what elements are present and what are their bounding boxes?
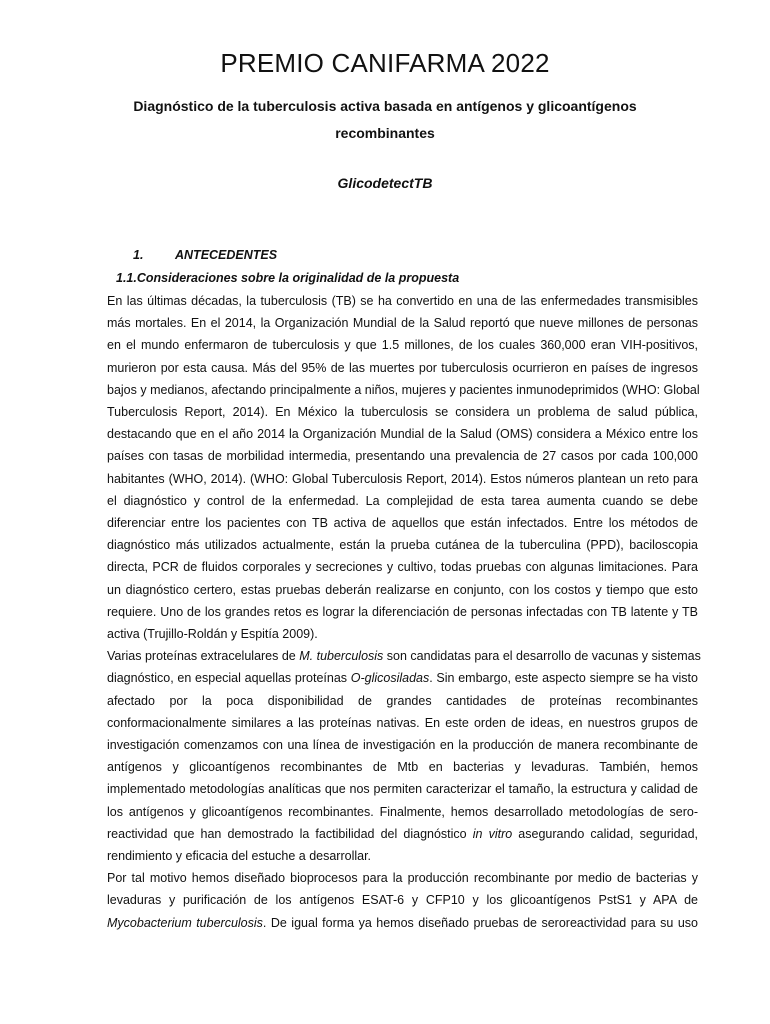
text-line: requiere. Uno de los grandes retos es lograr la diferenciación de personas infectadas con TB latente y TB — [107, 604, 698, 619]
document-subtitle: Diagnóstico de la tuberculosis activa basada en antígenos y glicoantígenos recombinantes — [133, 98, 637, 141]
text-line: Por tal motivo hemos diseñado bioprocesos para la producción recombinante por medio de bacterias y — [107, 871, 698, 886]
text-line: diferenciar entre los pacientes con TB activa de aquellos que están infectados. Entre los métodos de — [107, 516, 698, 531]
text-line: directa, PCR de fluidos corporales y secreciones y cultivo, todas pruebas con algunas limitaciones. Para — [107, 560, 698, 575]
text-line: bajos y medianos, afectando principalmente a niños, mujeres y pacientes inmunodeprimidos (WHO: Global — [107, 382, 700, 397]
section-heading — [133, 248, 277, 262]
text-line: reactividad que han demostrado la factibilidad del diagnóstico in vitro asegurando calidad, seguridad, — [107, 826, 698, 841]
text-line: implementado metodologías analíticas que nos permiten caracterizar el tamaño, la estructura y calidad de — [107, 782, 698, 797]
text-line: activa (Trujillo-Roldán y Espitía 2009). — [107, 627, 318, 642]
text-line: Tuberculosis Report, 2014). En México la tuberculosis se considera un problema de salud pública, — [107, 405, 698, 420]
section-number: 1. — [133, 248, 144, 262]
text-line: destacando que en el año 2014 la Organización Mundial de la Salud (OMS) considera a México entre los — [107, 427, 698, 442]
text-line: levaduras y purificación de los antígenos ESAT-6 y CFP10 y los glicoantígenos PstS1 y APA de — [107, 893, 698, 908]
text-line: afectado por la poca disponibilidad de grandes cantidades de proteínas recombinantes — [107, 693, 698, 708]
text-line: Mycobacterium tuberculosis. De igual forma ya hemos diseñado pruebas de seroreactividad para su uso — [107, 915, 698, 930]
body-text — [107, 290, 701, 934]
text-line: habitantes (WHO, 2014). (WHO: Global Tuberculosis Report, 2014). Estos números plantean un reto para — [107, 471, 698, 486]
text-line: países con tasas de morbilidad intermedia, presentando una prevalencia de 27 casos por cada 100,000 — [107, 449, 698, 464]
paragraph — [107, 645, 701, 867]
text-line: en el mundo enfermaron de tuberculosis y que 1.5 millones, de los cuales 360,000 eran VIH-positivos, — [107, 338, 698, 353]
text-line: antígenos y glicoantígenos recombinantes de Mtb en bacterias y levaduras. También, hemos — [107, 760, 698, 775]
text-line: investigación comenzamos con una línea de investigación en la producción de manera recombinante de — [107, 738, 698, 753]
text-line: murieron por esta causa. Más del 95% de las muertes por tuberculosis ocurrieron en países de ingresos — [107, 360, 698, 375]
text-line: diagnóstico más utilizados actualmente, están la prueba cutánea de la tuberculina (PPD), baciloscopia — [107, 538, 698, 553]
text-line: conformacionalmente similares a las proteínas nativas. En este orden de ideas, en nuestros grupos de — [107, 715, 698, 730]
text-line: rendimiento y eficacia del estuche a desarrollar. — [107, 849, 372, 864]
paragraph — [107, 867, 698, 934]
text-line: Varias proteínas extracelulares de M. tuberculosis son candidatas para el desarrollo de vacunas y sistemas — [107, 649, 701, 664]
section-title: ANTECEDENTES — [175, 248, 278, 262]
text-line: el diagnóstico y control de la enfermedad. La complejidad de esta tarea aumenta cuando se debe — [107, 493, 698, 508]
text-line: diagnóstico, en especial aquellas proteínas O-glicosiladas. Sin embargo, este aspecto siempre se ha visto — [107, 671, 698, 686]
text-line: un diagnóstico certero, estas pruebas deberán realizarse en conjunto, con los costos y tiempo que esto — [107, 582, 698, 597]
text-line: los antígenos y glicoantígenos recombinantes. Finalmente, hemos desarrollado metodologías de sero- — [107, 804, 698, 819]
subsection-heading: 1.1.Consideraciones sobre la originalidad de la propuesta — [116, 271, 460, 285]
document-title: PREMIO CANIFARMA 2022 — [220, 48, 550, 78]
paragraph — [107, 290, 698, 645]
text-line: más mortales. En el 2014, la Organización Mundial de la Salud reportó que nueve millones de personas — [107, 316, 698, 331]
product-name: GlicodetectTB — [337, 175, 433, 191]
text-line: En las últimas décadas, la tuberculosis (TB) se ha convertido en una de las enfermedades transmisibles — [107, 294, 698, 308]
